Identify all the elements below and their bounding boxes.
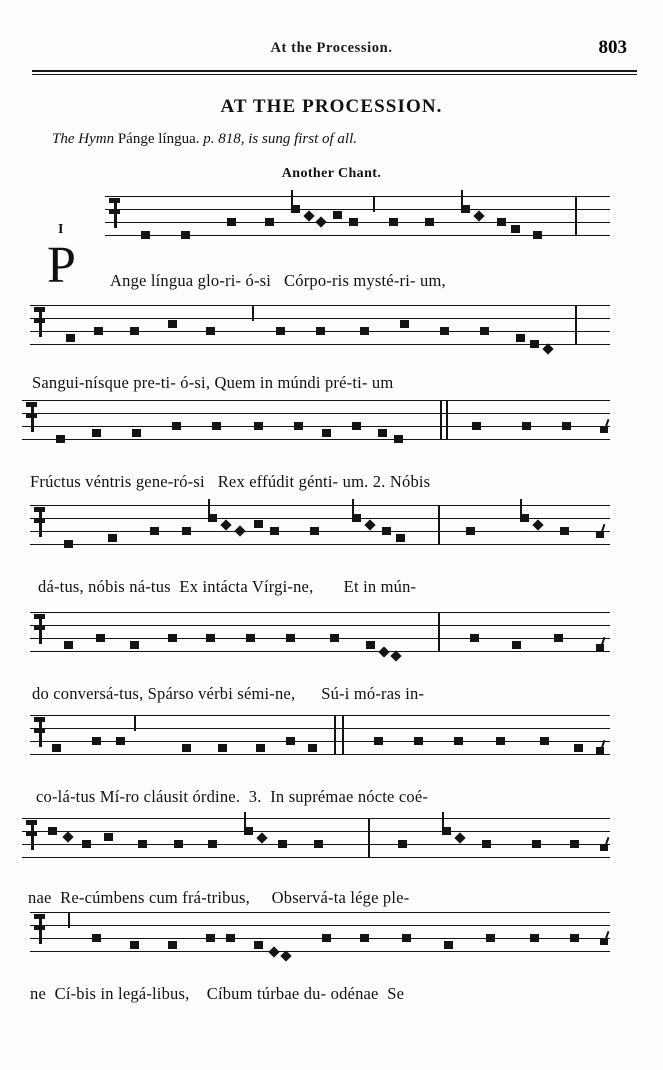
neume [497, 218, 506, 226]
neume [92, 429, 101, 437]
neume [366, 641, 375, 649]
neume [82, 840, 91, 848]
lyrics-line-2: Sangui-nísque pre-ti- ó-si, Quem in múndi pré-ti- um [32, 373, 394, 392]
c-clef-icon [34, 916, 47, 944]
neume [466, 527, 475, 535]
running-head-title: At the Procession. [270, 40, 393, 56]
neume [402, 934, 411, 942]
c-clef-icon [26, 822, 39, 850]
barline [438, 505, 440, 545]
neume [425, 218, 434, 226]
neume [256, 744, 265, 752]
neume [560, 527, 569, 535]
neume [532, 519, 543, 530]
neume [360, 327, 369, 335]
staff-3 [22, 400, 610, 456]
neume [496, 737, 505, 745]
neume [150, 527, 159, 535]
neume [52, 744, 61, 752]
neume [360, 934, 369, 942]
staff-line [22, 400, 610, 401]
neume [116, 737, 125, 745]
neume [554, 634, 563, 642]
neume [94, 327, 103, 335]
neume [182, 527, 191, 535]
c-clef-icon [26, 404, 39, 432]
neume [92, 737, 101, 745]
neume [390, 650, 401, 661]
staff-line [30, 951, 610, 952]
neume [454, 832, 465, 843]
neume [174, 840, 183, 848]
c-clef-icon [34, 719, 47, 747]
neume [168, 634, 177, 642]
neume [364, 519, 375, 530]
neume [461, 205, 470, 213]
neume [308, 744, 317, 752]
lyrics-line-7: nae Re-cúmbens cum frá-tribus, Observá-ta lége ple- [28, 888, 410, 907]
neume [48, 827, 57, 835]
neume [244, 827, 253, 835]
staff-line [30, 318, 610, 319]
neume [574, 744, 583, 752]
neume [512, 641, 521, 649]
neume [254, 941, 263, 949]
staff-8 [30, 912, 610, 968]
neume [540, 737, 549, 745]
staff-line [30, 305, 610, 306]
staff-4 [30, 505, 610, 561]
neume [291, 205, 300, 213]
neume [530, 934, 539, 942]
staff-line [22, 439, 610, 440]
neume [330, 634, 339, 642]
neume [56, 435, 65, 443]
custos-icon [596, 747, 604, 754]
neume [254, 520, 263, 528]
neume [212, 422, 221, 430]
page-number: 803 [598, 37, 627, 58]
neume [322, 934, 331, 942]
subtitle: Another Chant. [281, 166, 382, 181]
page-title: AT THE PROCESSION. [220, 96, 443, 117]
neume [181, 231, 190, 239]
neume [286, 737, 295, 745]
neume [96, 634, 105, 642]
c-clef-icon [34, 616, 47, 644]
staff-line [105, 209, 610, 210]
custos-icon [596, 531, 604, 538]
staff-line [22, 857, 610, 858]
neume [480, 327, 489, 335]
neume [454, 737, 463, 745]
neume [294, 422, 303, 430]
neume [278, 840, 287, 848]
neume [310, 527, 319, 535]
barline [368, 818, 370, 858]
custos-icon [600, 844, 608, 851]
custos-icon [600, 938, 608, 945]
staff-line [30, 344, 610, 345]
barline [446, 400, 448, 440]
neume [303, 210, 314, 221]
neume [486, 934, 495, 942]
barline [134, 715, 136, 731]
staff-line [30, 754, 610, 755]
barline [575, 196, 577, 236]
staff-7 [22, 818, 610, 874]
neume [314, 840, 323, 848]
neume [256, 832, 267, 843]
rubric-line [52, 131, 357, 148]
running-head [30, 37, 633, 62]
staff-line [22, 818, 610, 819]
neume [349, 218, 358, 226]
neume [396, 534, 405, 542]
c-clef-icon [109, 200, 122, 228]
staff-line [30, 531, 610, 532]
neume [444, 941, 453, 949]
neume [522, 422, 531, 430]
neume [470, 634, 479, 642]
custos-icon [600, 426, 608, 433]
neume [265, 218, 274, 226]
neume [315, 216, 326, 227]
rubric-hymn-name: Pánge língua. [117, 131, 204, 147]
neume [530, 340, 539, 348]
neume [182, 744, 191, 752]
drop-capital: P [47, 237, 76, 294]
staff-line [30, 728, 610, 729]
neume [254, 422, 263, 430]
neume [141, 231, 150, 239]
neume [316, 327, 325, 335]
staff-line [30, 715, 610, 716]
neume [482, 840, 491, 848]
staff-line [22, 413, 610, 414]
lyrics-line-6: co-lá-tus Mí-ro cláusit órdine. 3. In suprémae nócte coé- [36, 787, 429, 806]
neume [206, 634, 215, 642]
barline [373, 196, 375, 212]
header-rule [32, 70, 637, 72]
neume [400, 320, 409, 328]
barline [342, 715, 344, 755]
staff-line [30, 544, 610, 545]
neume [64, 641, 73, 649]
rubric-italic-lead: The Hymn [52, 131, 118, 147]
neume [246, 634, 255, 642]
neume [130, 641, 139, 649]
staff-line [30, 612, 610, 613]
neume [389, 218, 398, 226]
staff-5 [30, 612, 610, 668]
neume [234, 525, 245, 536]
neume [516, 334, 525, 342]
neume [280, 950, 291, 961]
neume [352, 514, 361, 522]
barline [438, 612, 440, 652]
neume [172, 422, 181, 430]
neume [226, 934, 235, 942]
neume [442, 827, 451, 835]
neume [206, 934, 215, 942]
neume [542, 343, 553, 354]
staff-line [22, 831, 610, 832]
lyrics-line-5: do conversá-tus, Spárso vérbi sémi-ne, Sú-i mó-ras in- [32, 684, 425, 703]
neume [132, 429, 141, 437]
neume [333, 211, 342, 219]
neume [378, 429, 387, 437]
c-clef-icon [34, 509, 47, 537]
staff-2 [30, 305, 610, 361]
neume [206, 327, 215, 335]
neume [64, 540, 73, 548]
neume [168, 941, 177, 949]
neume [511, 225, 520, 233]
neume [108, 534, 117, 542]
barline [575, 305, 577, 345]
neume [562, 422, 571, 430]
neume [208, 840, 217, 848]
neume [218, 744, 227, 752]
neume [570, 840, 579, 848]
neume [472, 422, 481, 430]
neume [104, 833, 113, 841]
staff-line [105, 196, 610, 197]
neume [276, 327, 285, 335]
staff-line [30, 938, 610, 939]
staff-line [30, 925, 610, 926]
neume [286, 634, 295, 642]
neume [322, 429, 331, 437]
neume [352, 422, 361, 430]
neume [268, 946, 279, 957]
staff-line [30, 638, 610, 639]
neume [398, 840, 407, 848]
neume [208, 514, 217, 522]
neume [138, 840, 147, 848]
barline [68, 912, 70, 928]
lyrics-line-4: dá-tus, nóbis ná-tus Ex intácta Vírgi-ne, Et in mún- [38, 577, 417, 596]
lyrics-line-1: Ange língua glo-ri- ó-si Córpo-ris mysté-ri- um, [110, 271, 446, 290]
neume [533, 231, 542, 239]
neume [414, 737, 423, 745]
neume [570, 934, 579, 942]
neume [227, 218, 236, 226]
neume [62, 831, 73, 842]
neume [440, 327, 449, 335]
neume [520, 514, 529, 522]
barline [334, 715, 336, 755]
staff-1 [105, 196, 610, 252]
neume [66, 334, 75, 342]
mode-number: I [58, 222, 64, 237]
lyrics-line-8: ne Cí-bis in legá-libus, Cíbum túrbae du- odénae Se [30, 984, 405, 1003]
neume [378, 646, 389, 657]
staff-line [30, 505, 610, 506]
rubric-italic-tail: p. 818, is sung first of all. [203, 131, 358, 147]
neume [130, 941, 139, 949]
neume [220, 519, 231, 530]
custos-icon [596, 644, 604, 651]
staff-line [30, 651, 610, 652]
neume [168, 320, 177, 328]
neume [130, 327, 139, 335]
barline [440, 400, 442, 440]
c-clef-icon [34, 309, 47, 337]
neume [394, 435, 403, 443]
neume [532, 840, 541, 848]
neume [92, 934, 101, 942]
lyrics-line-3: Frúctus véntris gene-ró-si Rex effúdit génti- um. 2. Nóbis [30, 472, 431, 491]
neume [374, 737, 383, 745]
staff-line [30, 912, 610, 913]
staff-line [30, 625, 610, 626]
staff-6 [30, 715, 610, 771]
neume [473, 210, 484, 221]
neume [270, 527, 279, 535]
barline [252, 305, 254, 321]
neume [382, 527, 391, 535]
